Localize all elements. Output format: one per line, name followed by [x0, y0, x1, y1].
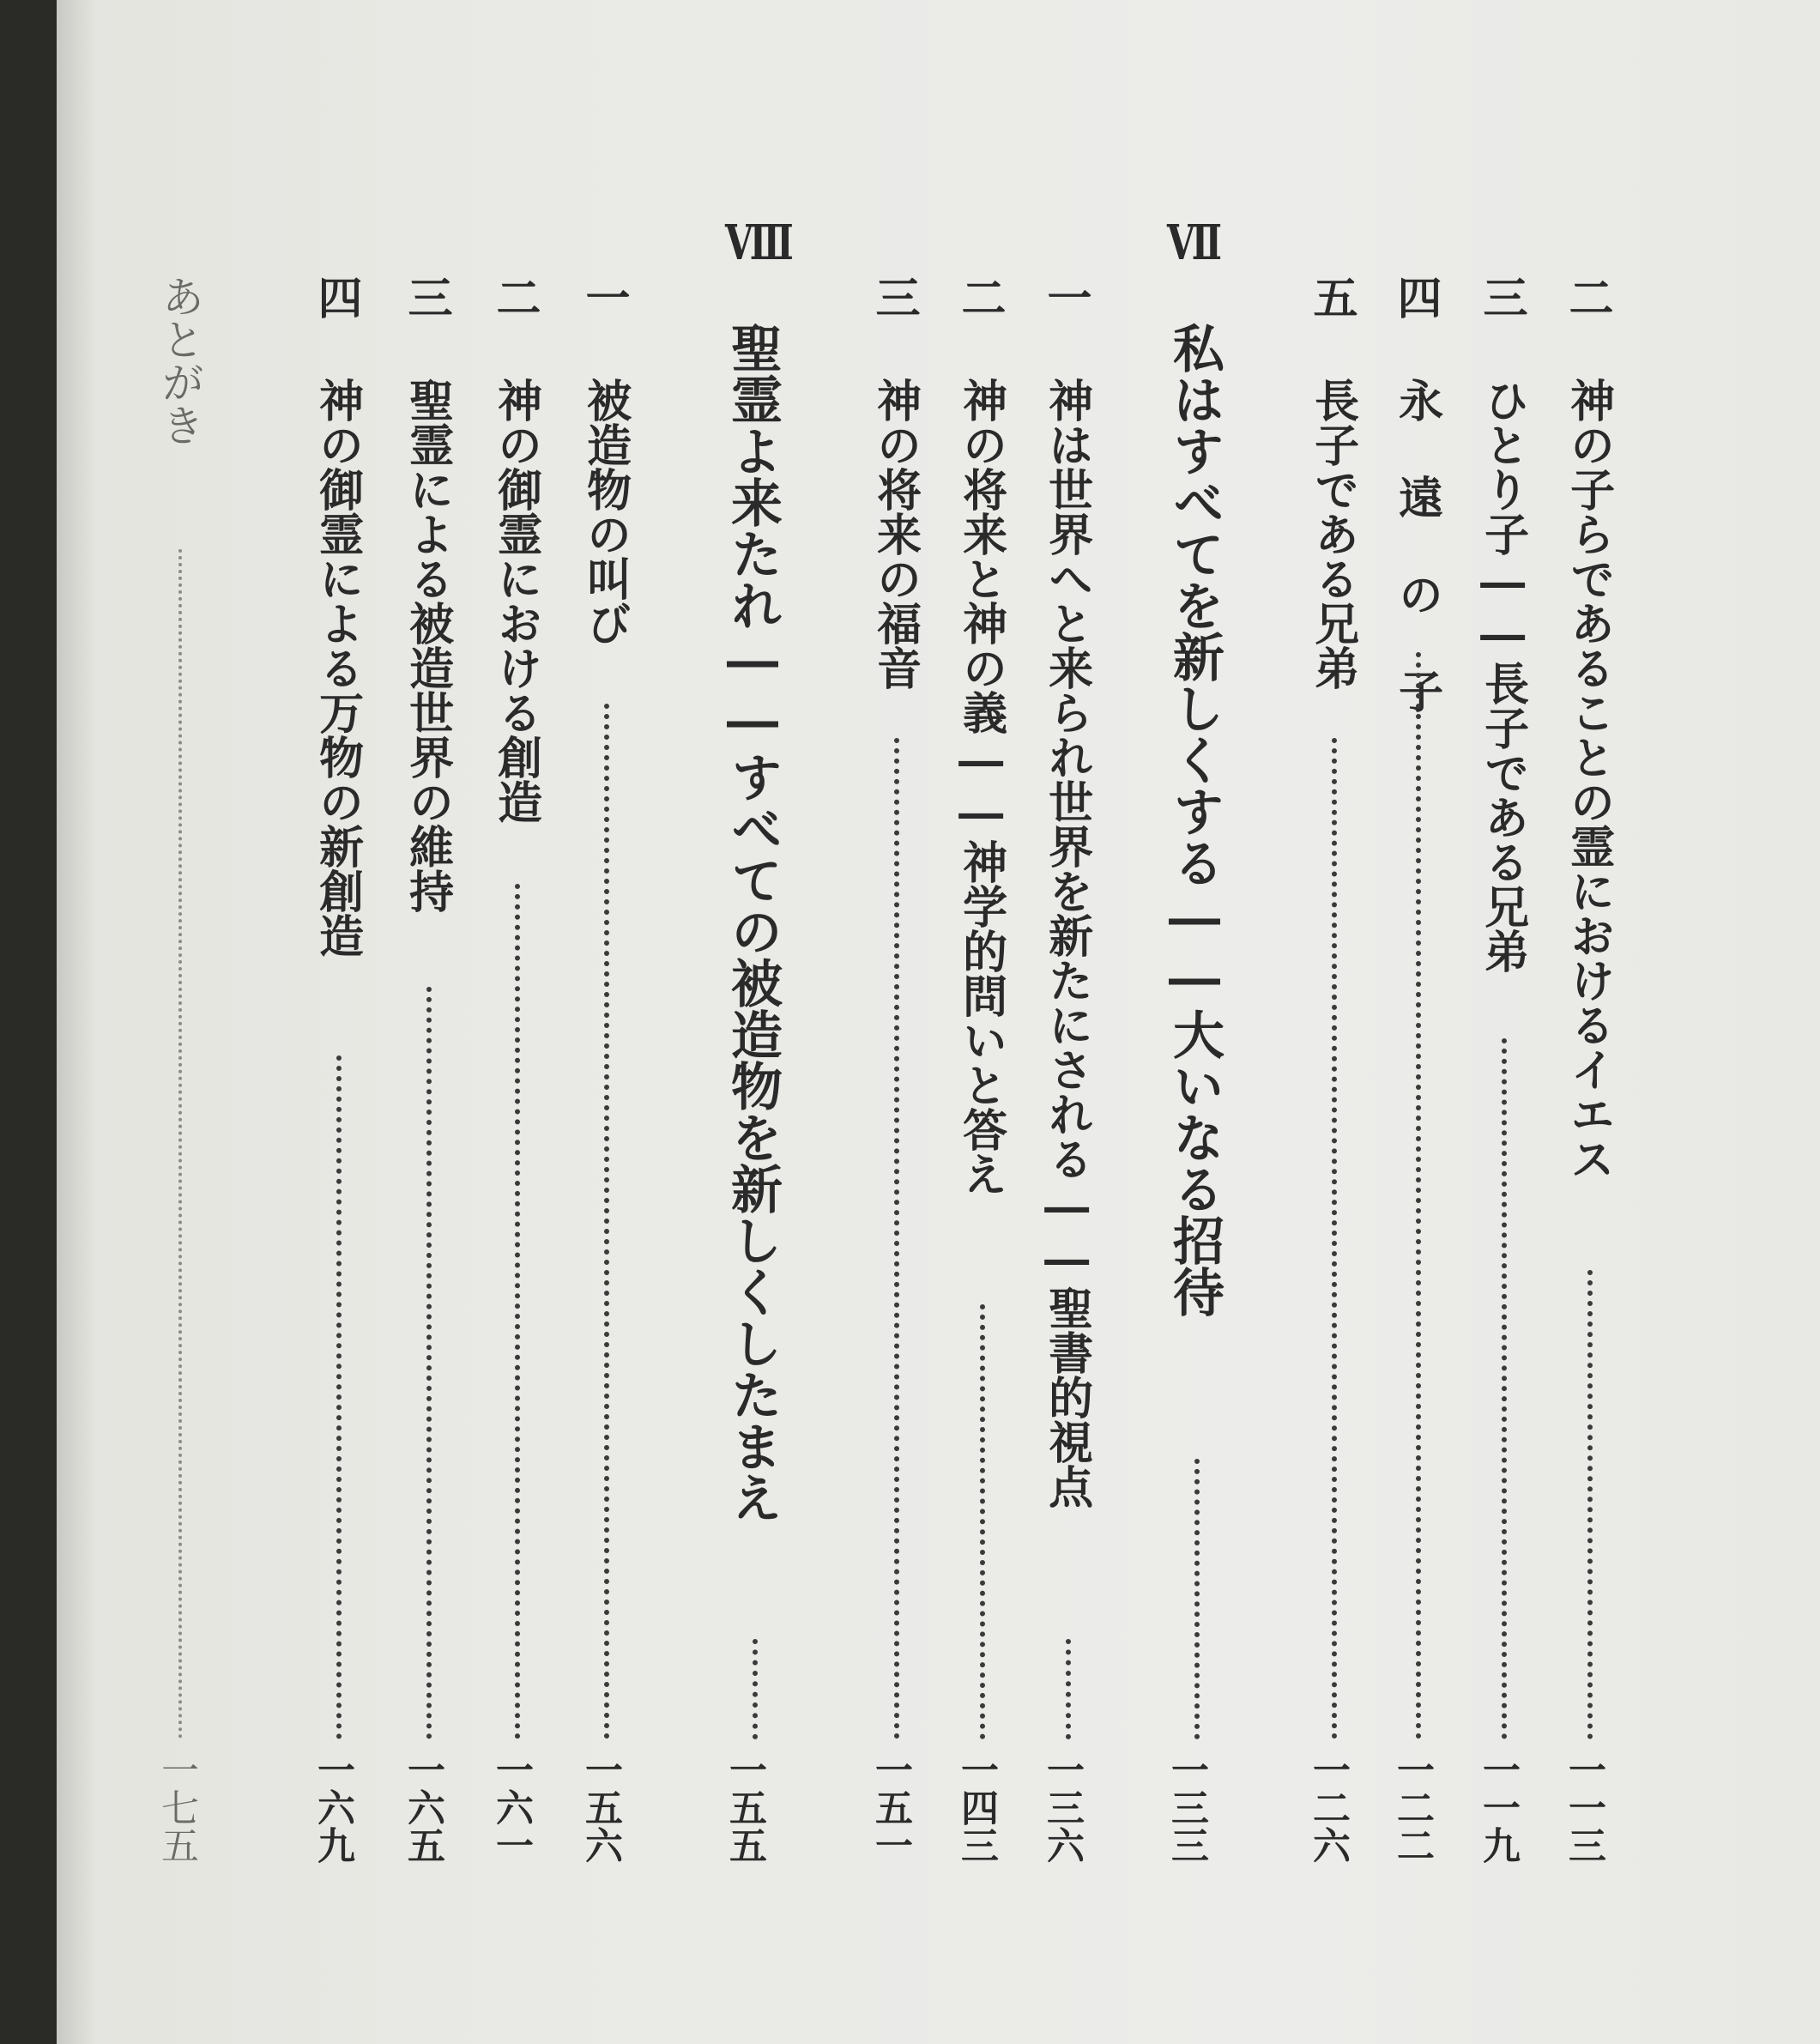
- chapter-title: 聖霊よ来たれ――すべての被造物を新しくしたまえ: [723, 322, 783, 1523]
- leader-dots: [336, 1055, 342, 1739]
- toc-entry: [868, 0, 922, 2044]
- leader-dots: [1332, 738, 1337, 1739]
- page-number: 一四三: [954, 1751, 998, 1864]
- leader-dots: [1416, 652, 1421, 1739]
- toc-entry: [1039, 0, 1094, 2044]
- section-title: 被造物の叫び: [578, 378, 632, 645]
- section-number: 三: [868, 275, 920, 319]
- section-number: 一: [577, 275, 630, 319]
- toc-entry: [488, 0, 543, 2044]
- toc-chapter-entry: [1164, 0, 1227, 2044]
- toc-entry: [400, 0, 455, 2044]
- leader-dots: [1066, 1639, 1071, 1739]
- section-title: 神の将来と神の義――神学的問いと答え: [954, 378, 1007, 1196]
- afterword-title: あとがき: [154, 275, 205, 446]
- section-number: 三: [400, 275, 452, 319]
- page-number: 一六五: [401, 1751, 444, 1864]
- leader-dots: [1194, 1459, 1200, 1739]
- toc-entry: [577, 0, 632, 2044]
- section-title: 神の御霊による万物の新創造: [311, 378, 364, 958]
- leader-dots: [426, 987, 432, 1739]
- section-title: 長子である兄弟: [1306, 378, 1359, 690]
- toc-entry-afterword: [154, 0, 205, 2044]
- section-title: 神は世界へと来られ世界を新たにされる――聖書的視点: [1040, 378, 1093, 1509]
- section-title: 聖霊による被造世界の維持: [401, 378, 454, 913]
- leader-dots: [1502, 1038, 1507, 1739]
- section-number: 四: [1389, 275, 1442, 319]
- leader-dots: [980, 1304, 985, 1739]
- section-number: 五: [1305, 275, 1357, 319]
- toc-entry: [310, 0, 365, 2044]
- page-number: 一一三: [1562, 1751, 1605, 1864]
- page-number: 一三六: [1040, 1751, 1084, 1864]
- page-number: 一六一: [489, 1751, 533, 1864]
- section-title: 神の御霊における創造: [489, 378, 542, 824]
- section-title: ひとり子――長子である兄弟: [1476, 378, 1529, 973]
- page-number: 一七五: [154, 1751, 198, 1864]
- toc-entry: [1389, 0, 1444, 2044]
- page-number: 一五五: [723, 1751, 766, 1864]
- section-number: 二: [1561, 275, 1613, 319]
- section-number: 一: [1039, 275, 1091, 319]
- page-number: 一六九: [311, 1751, 354, 1864]
- toc-entry: [1305, 0, 1360, 2044]
- page-number: 一五一: [868, 1751, 912, 1864]
- page-number: 一一九: [1476, 1751, 1520, 1864]
- section-title: 神の将来の福音: [868, 378, 922, 690]
- leader-dots: [894, 738, 899, 1739]
- page-number: 一三三: [1164, 1751, 1208, 1864]
- leader-dots: [753, 1639, 758, 1739]
- section-number: 二: [488, 275, 541, 319]
- chapter-number: Ⅶ: [1167, 215, 1218, 271]
- page-number: 一二六: [1306, 1751, 1350, 1864]
- section-title: 永 遠 の 子: [1390, 378, 1443, 713]
- leader-dots: [515, 884, 520, 1739]
- toc-entry: [953, 0, 1008, 2044]
- toc-chapter-entry: [723, 0, 790, 2044]
- toc-entry: [1475, 0, 1530, 2044]
- section-number: 三: [1475, 275, 1527, 319]
- page-number: 一二二: [1390, 1751, 1434, 1864]
- leader-dots: [1587, 1270, 1593, 1739]
- section-title: 神の子らであることの霊におけるイエス: [1562, 378, 1615, 1181]
- page-gutter-shadow: [57, 0, 96, 2044]
- section-number: 四: [310, 275, 362, 319]
- leader-dots: [604, 704, 609, 1739]
- chapter-number: Ⅷ: [725, 215, 790, 271]
- toc-entry: [1561, 0, 1616, 2044]
- leader-dots: [178, 549, 182, 1739]
- section-number: 二: [953, 275, 1006, 319]
- page-number: 一五六: [578, 1751, 622, 1864]
- chapter-title: 私はすべてを新しくする――大いなる招待: [1164, 322, 1224, 1317]
